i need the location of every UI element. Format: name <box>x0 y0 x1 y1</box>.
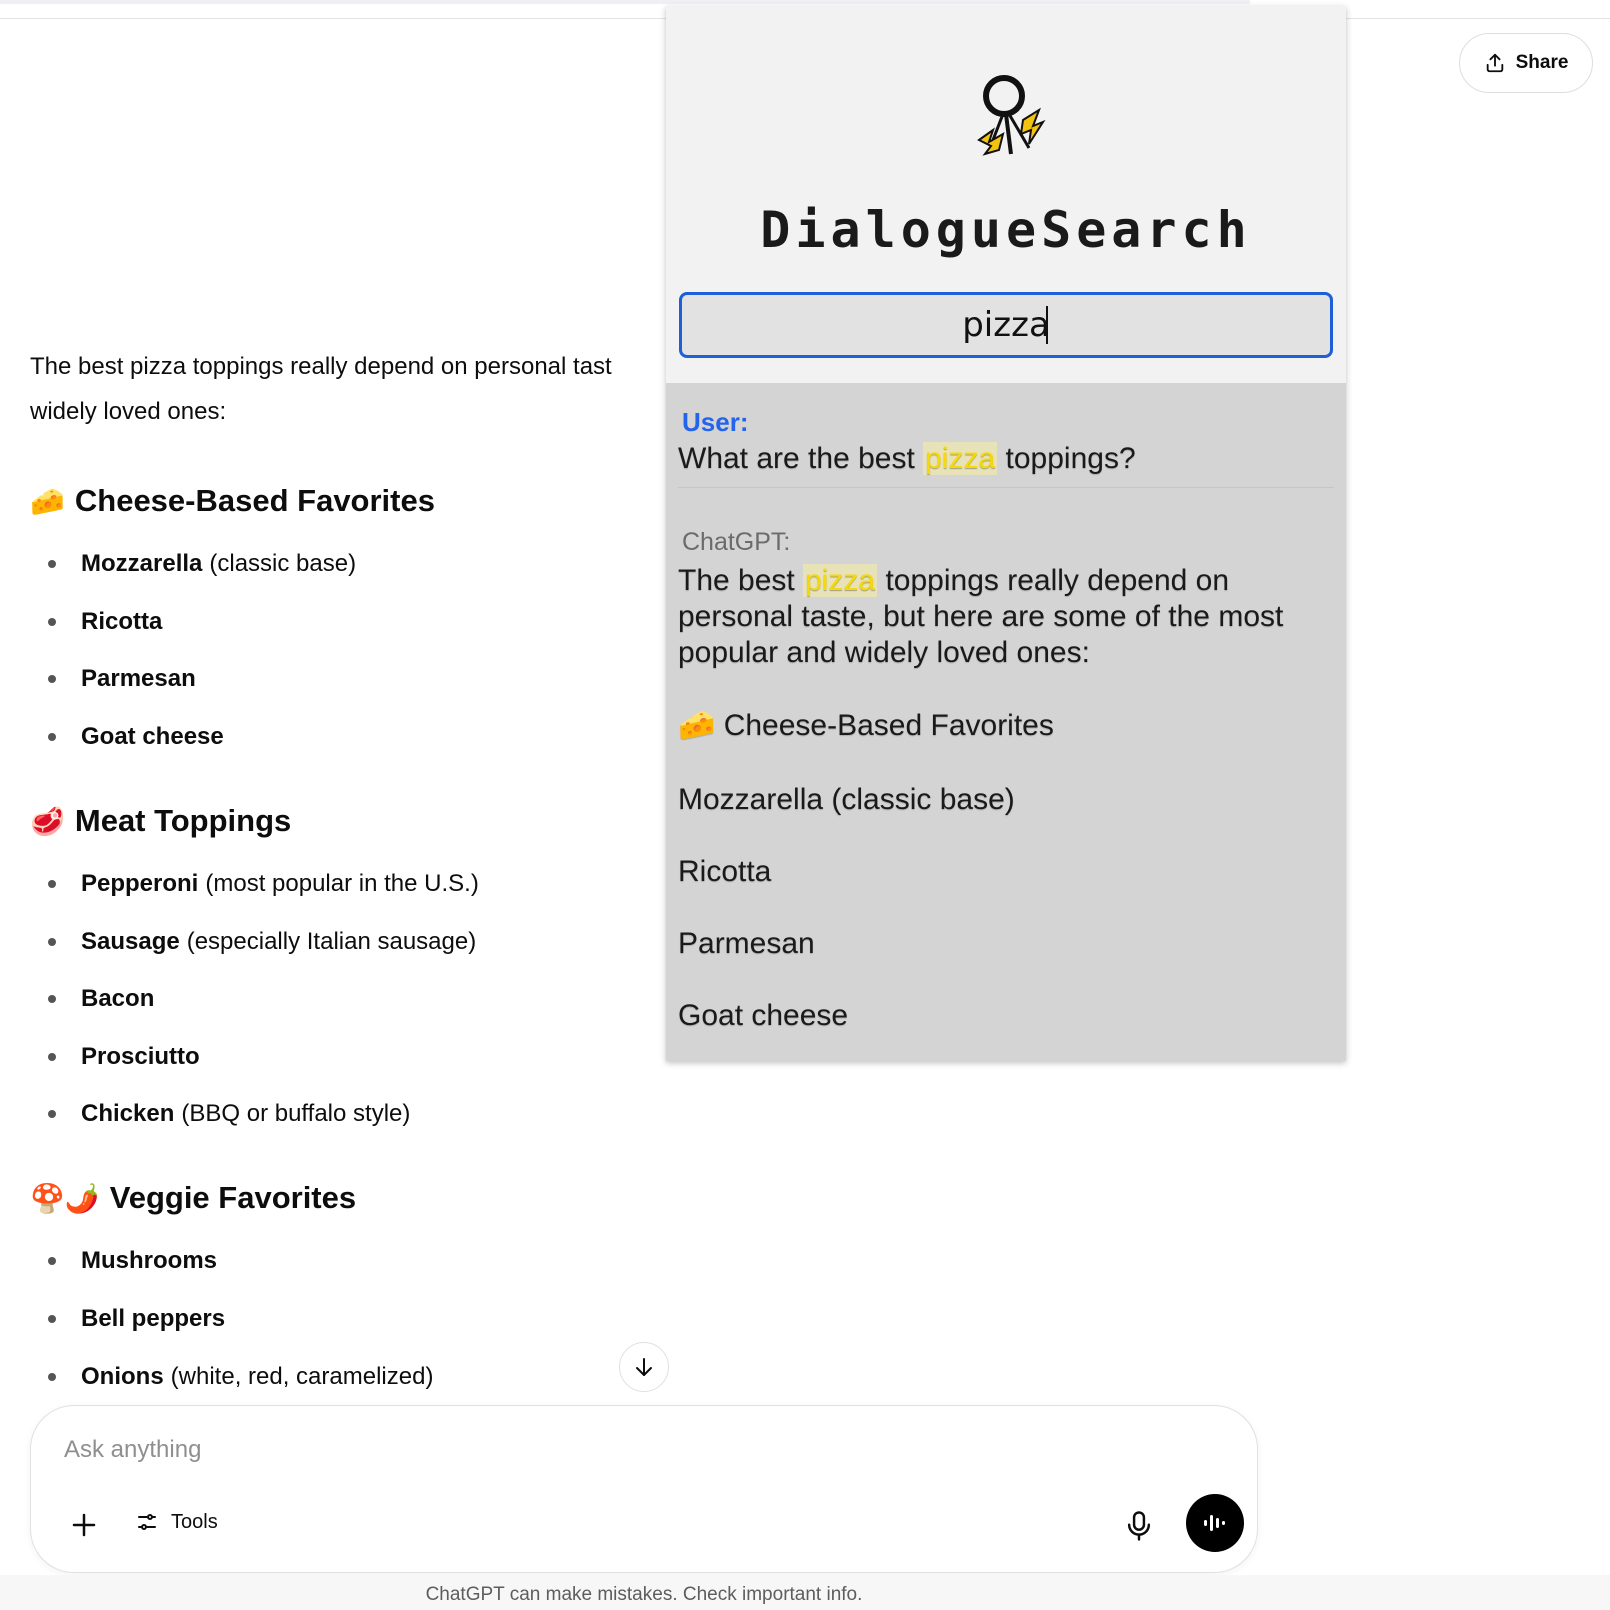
list-item: Sausage (especially Italian sausage) <box>48 928 476 956</box>
list-item: Bacon <box>48 985 161 1013</box>
result-section-heading: 🧀 Cheese-Based Favorites <box>678 709 1054 742</box>
section-heading-cheese <box>30 483 435 519</box>
meat-icon: 🥩 <box>30 805 65 837</box>
plus-icon[interactable] <box>69 1510 99 1540</box>
text-caret <box>1046 306 1048 344</box>
share-label: Share <box>1515 52 1569 73</box>
tools-label: Tools <box>171 1510 218 1533</box>
section-heading-veggie <box>30 1180 356 1216</box>
match-highlight: pizza <box>805 564 876 597</box>
result-line: Mozzarella (classic base) <box>678 783 1015 816</box>
prompt-input[interactable]: Ask anything <box>64 1436 202 1463</box>
match-highlight: pizza <box>925 442 996 475</box>
divider <box>678 487 1334 488</box>
chatgpt-label: ChatGPT: <box>682 528 791 556</box>
share-icon <box>1484 52 1506 74</box>
dialoguesearch-popup <box>666 6 1346 1061</box>
section-title: Meat Toppings <box>74 803 292 838</box>
voice-wave-icon <box>1201 1511 1229 1535</box>
list-item: Bell peppers <box>48 1305 232 1333</box>
user-label: User: <box>682 407 749 437</box>
assistant-message <box>30 344 670 434</box>
search-results <box>666 383 1346 1061</box>
sliders-icon <box>135 1510 159 1534</box>
top-strip <box>0 0 1250 4</box>
list-item: Mushrooms <box>48 1247 224 1275</box>
list-item: Pepperoni (most popular in the U.S.) <box>48 870 479 898</box>
list-item: Parmesan <box>48 665 203 693</box>
section-title: Cheese-Based Favorites <box>74 483 435 518</box>
section-title: Veggie Favorites <box>109 1180 357 1215</box>
app-title: DialogueSearch <box>760 201 1252 259</box>
list-item: Goat cheese <box>48 723 231 751</box>
section-heading-meat <box>30 803 291 839</box>
scroll-down-button[interactable] <box>619 1342 669 1392</box>
result-line: Parmesan <box>678 927 815 960</box>
arrow-down-icon <box>632 1355 656 1379</box>
chatgpt-message[interactable]: The best pizza toppings really depend on personal taste, but here are some of the most popular and widely loved ones: <box>678 564 1284 669</box>
magnifier-lightning-icon <box>971 68 1051 168</box>
microphone-icon[interactable] <box>1124 1510 1154 1542</box>
list-item: Mozzarella (classic base) <box>48 550 356 578</box>
cheese-icon: 🧀 <box>30 485 65 517</box>
veggie-icon: 🍄🌶️ <box>30 1182 100 1214</box>
user-message[interactable]: What are the best pizza toppings? <box>678 442 1136 475</box>
voice-mode-button[interactable] <box>1186 1494 1244 1552</box>
result-line: Ricotta <box>678 855 772 888</box>
result-line: Goat cheese <box>678 999 849 1032</box>
cheese-icon: 🧀 <box>678 709 716 742</box>
list-item: Prosciutto <box>48 1043 207 1071</box>
list-item: Chicken (BBQ or buffalo style) <box>48 1100 410 1128</box>
list-item: Ricotta <box>48 608 169 636</box>
search-input[interactable] <box>679 292 1333 358</box>
list-item: Onions (white, red, caramelized) <box>48 1363 433 1391</box>
intro-line-1: The best pizza toppings really depend on personal tast <box>30 353 612 380</box>
intro-line-2: widely loved ones: <box>30 398 227 425</box>
tools-button[interactable] <box>135 1510 218 1534</box>
share-button[interactable] <box>1459 33 1593 93</box>
disclaimer: ChatGPT can make mistakes. Check important info. <box>425 1584 863 1605</box>
composer <box>30 1405 1258 1573</box>
